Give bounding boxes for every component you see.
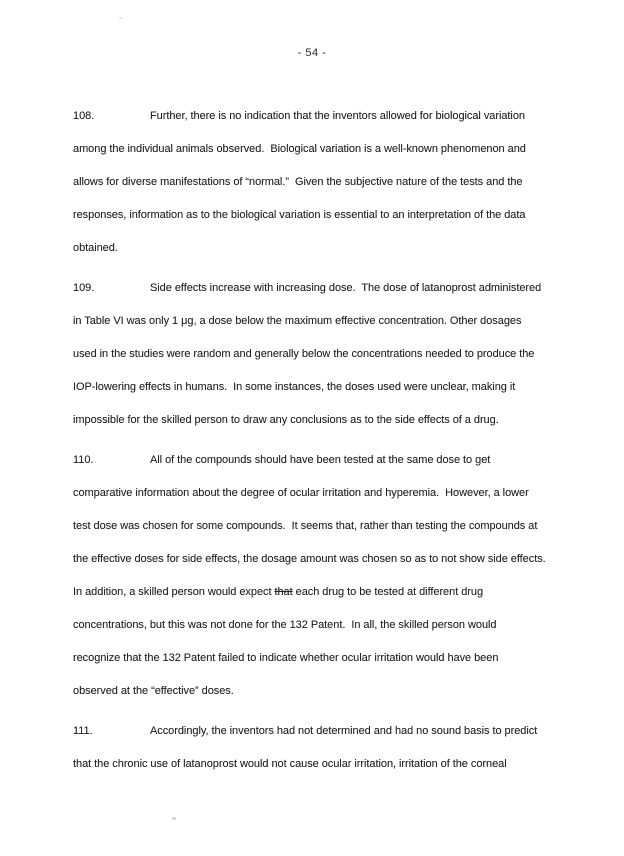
paragraph-first-line <box>73 444 586 477</box>
paragraph-number: 108. <box>73 110 95 122</box>
scan-artifact <box>119 17 122 19</box>
paragraph-text-line: All of the compounds should have been tested at the same dose to get <box>150 454 491 466</box>
paragraph-text-line: test dose was chosen for some compounds. It seems that, rather than testing the compounds at <box>73 520 538 532</box>
paragraph-text-line: Further, there is no indication that the inventors allowed for biological variation <box>150 110 525 122</box>
paragraph-text-line-with-strike <box>73 576 586 609</box>
paragraph-first-line <box>73 715 586 748</box>
paragraph-number: 110. <box>73 454 94 466</box>
paragraph-text-line: obtained. <box>73 242 118 254</box>
page-number: - 54 - <box>297 47 327 59</box>
paragraph-text-line: impossible for the skilled person to draw any conclusions as to the side effects of a drug. <box>73 414 499 426</box>
paragraph-text-line: allows for diverse manifestations of “normal.” Given the subjective nature of the tests and the <box>73 176 523 188</box>
paragraph-text-line: recognize that the 132 Patent failed to indicate whether ocular irritation would have been <box>73 652 499 664</box>
paragraph-text-line: comparative information about the degree of ocular irritation and hyperemia. However, a lower <box>73 487 529 499</box>
paragraph-first-line <box>73 272 586 305</box>
paragraph-text-line: that the chronic use of latanoprost would not cause ocular irritation, irritation of the corneal <box>73 758 507 770</box>
paragraph-number: 109. <box>73 282 95 294</box>
scan-artifact <box>172 817 176 820</box>
paragraph-text-line: the effective doses for side effects, the dosage amount was chosen so as to not show side effects. <box>73 553 546 565</box>
paragraph-text-line: responses, information as to the biological variation is essential to an interpretation of the data <box>73 209 526 221</box>
paragraph-text-segment: In addition, a skilled person would expect <box>73 586 275 598</box>
paragraph-110 <box>73 444 586 708</box>
paragraph-text-line: in Table VI was only 1 μg, a dose below the maximum effective concentration. Other dosages <box>73 315 522 327</box>
paragraph-text-line: Side effects increase with increasing dose. The dose of latanoprost administered <box>150 282 542 294</box>
paragraph-text-line: Accordingly, the inventors had not determined and had no sound basis to predict <box>150 725 538 737</box>
paragraph-text-line: concentrations, but this was not done for the 132 Patent. In all, the skilled person would <box>73 619 497 631</box>
paragraph-text-line: observed at the “effective” doses. <box>73 685 234 697</box>
document-body <box>73 100 586 781</box>
paragraph-text-line: IOP-lowering effects in humans. In some instances, the doses used were unclear, making it <box>73 381 516 393</box>
struck-word: that <box>274 586 293 598</box>
paragraph-text-line: used in the studies were random and generally below the concentrations needed to produce the <box>73 348 535 360</box>
paragraph-text-line: among the individual animals observed. Biological variation is a well-known phenomenon and <box>73 143 526 155</box>
paragraph-text-segment: each drug to be tested at different drug <box>292 586 484 598</box>
paragraph-111 <box>73 715 586 781</box>
paragraph-109 <box>73 272 586 437</box>
paragraph-108 <box>73 100 586 265</box>
paragraph-number: 111. <box>73 725 93 737</box>
paragraph-first-line <box>73 100 586 133</box>
